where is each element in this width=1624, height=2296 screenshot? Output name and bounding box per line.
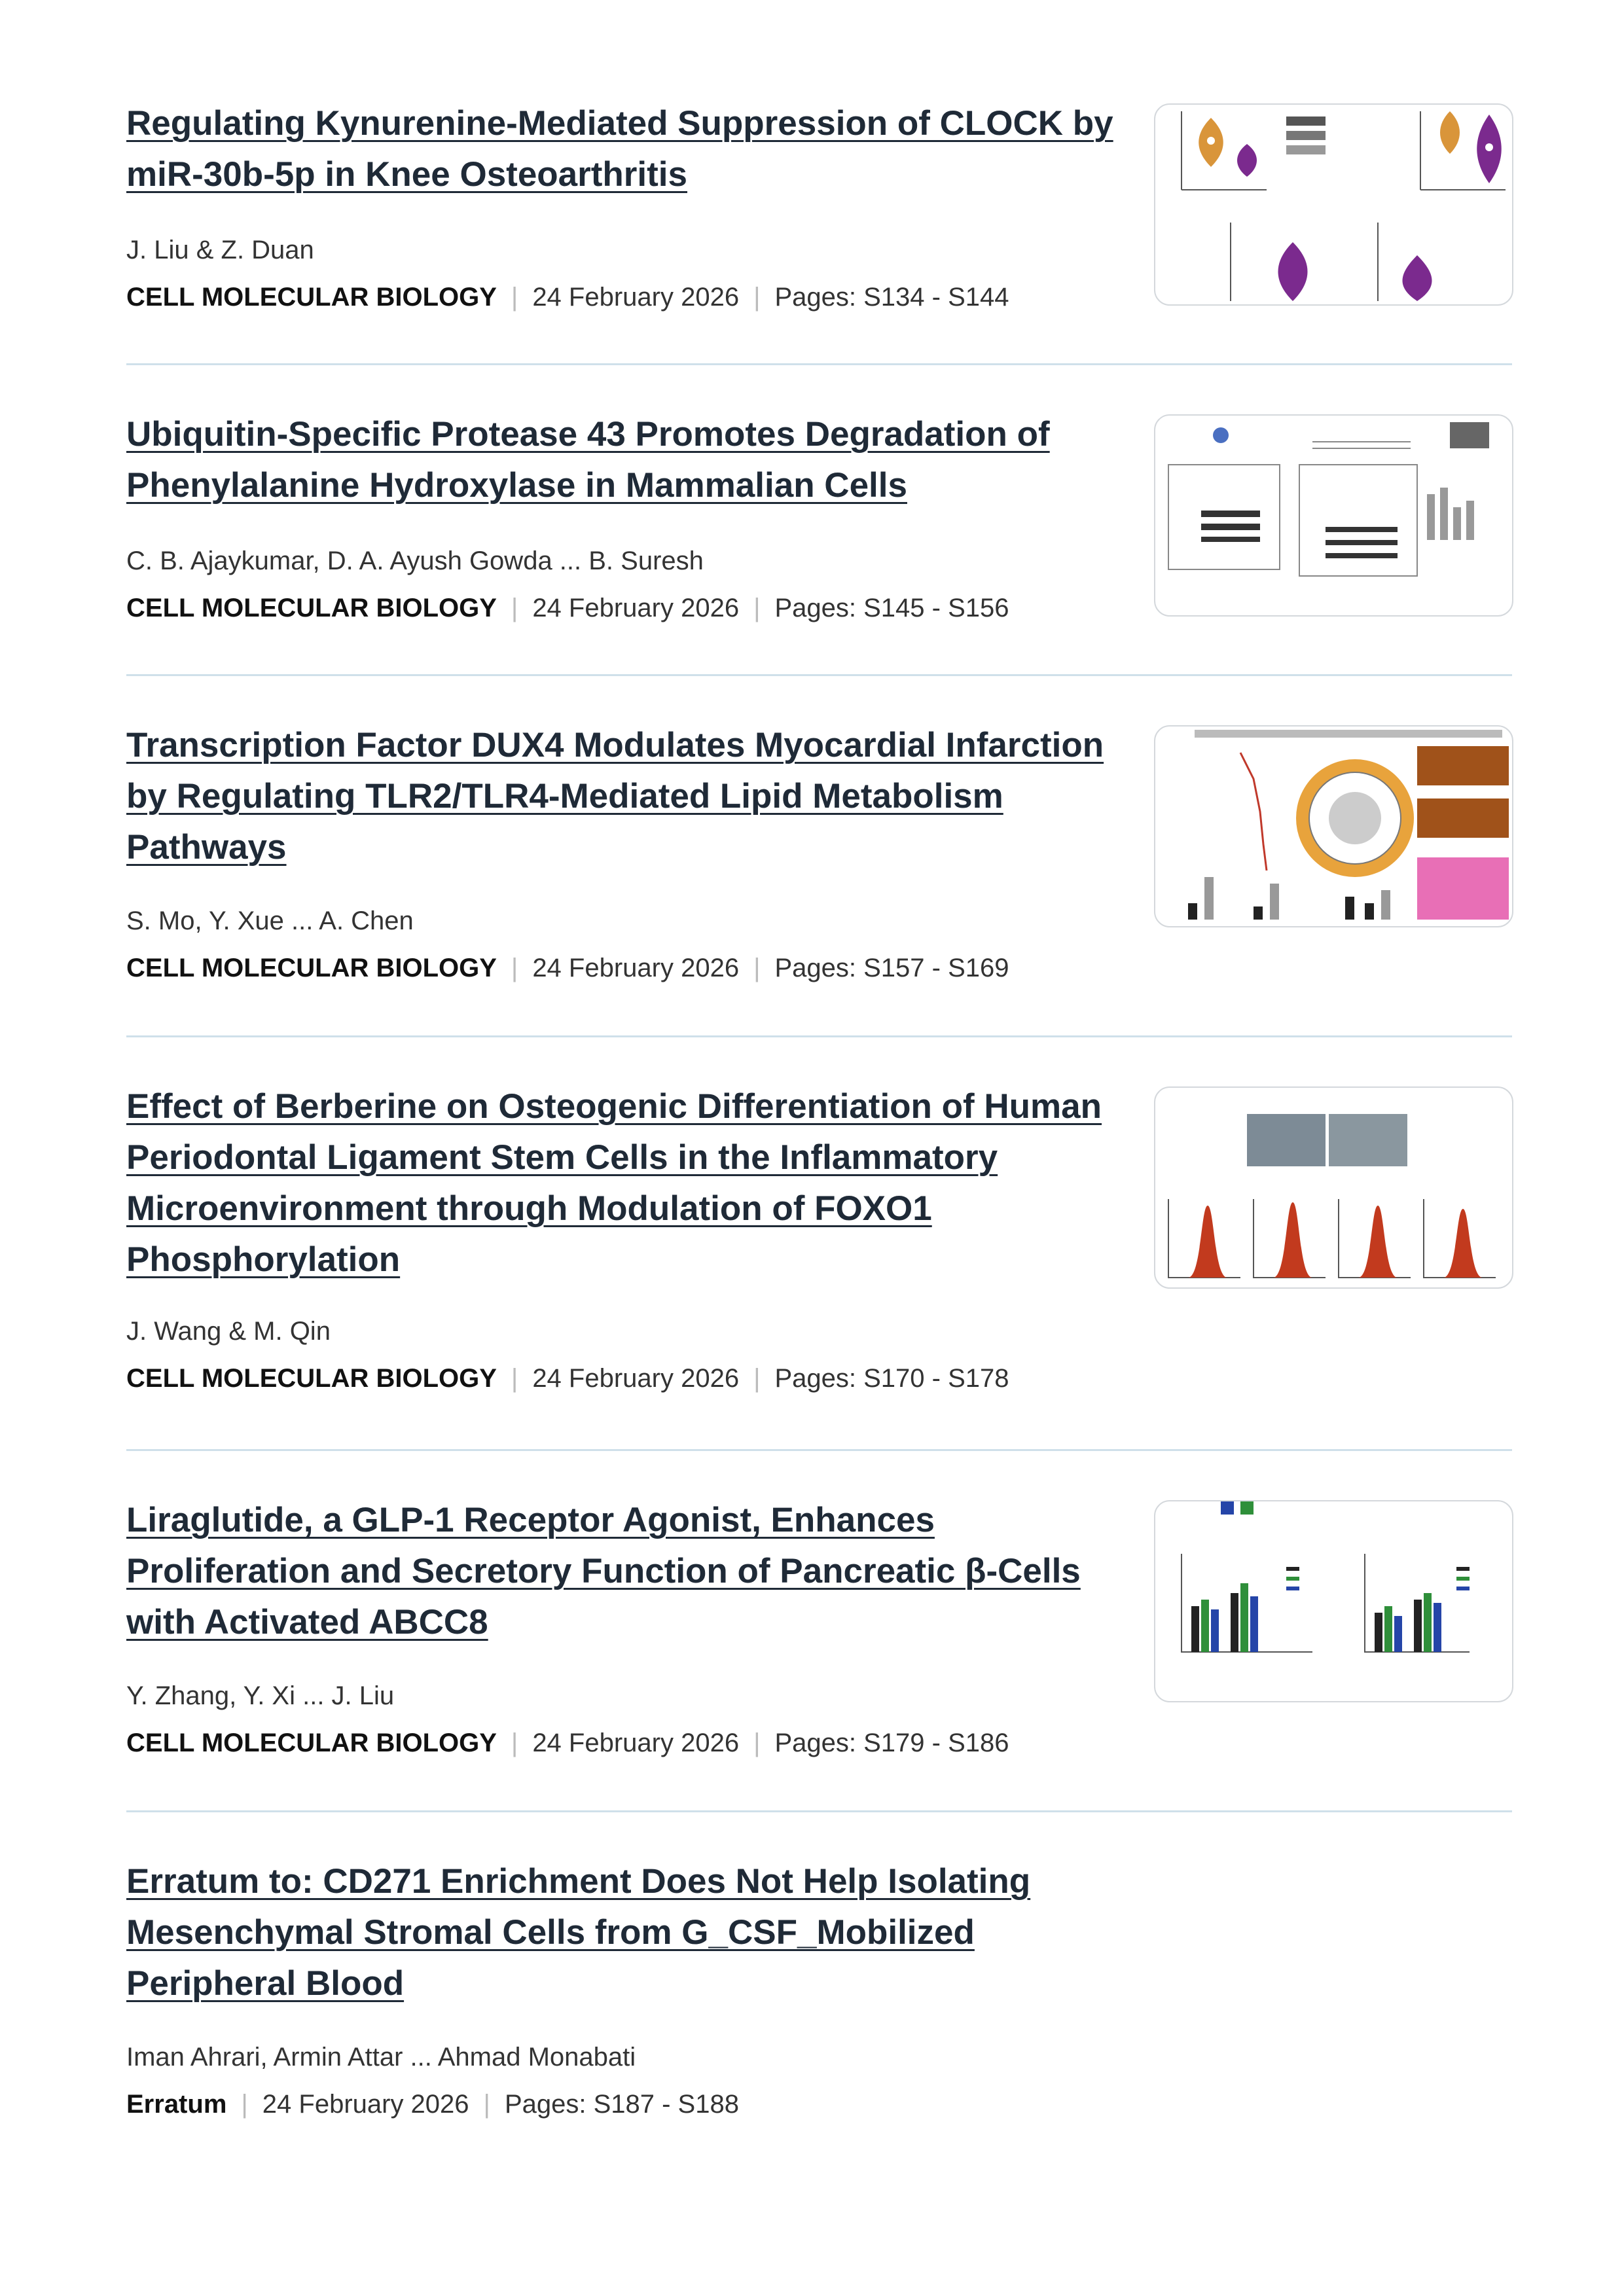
article-divider — [126, 674, 1512, 676]
western-blot-figure-icon[interactable] — [1154, 414, 1513, 617]
meta-separator: | — [511, 1364, 518, 1393]
article-divider — [126, 363, 1512, 365]
article-title-link[interactable]: Erratum to: CD271 Enrichment Does Not Help Isolating Mesenchymal Stromal Cells from G_CSF_Mobilized Peripheral Blood — [126, 1862, 1031, 2003]
article-meta — [126, 954, 1009, 983]
page-range: Pages: S134 - S144 — [774, 283, 1009, 312]
page-range: Pages: S145 - S156 — [774, 594, 1009, 622]
publication-date: 24 February 2026 — [532, 283, 740, 312]
article-meta — [126, 2090, 739, 2119]
article-divider — [126, 1035, 1512, 1037]
article-title-link[interactable]: Ubiquitin-Specific Protease 43 Promotes Degradation of Phenylalanine Hydroxylase in Mammalian Cells — [126, 415, 1050, 505]
article-title-link[interactable]: Effect of Berberine on Osteogenic Differentiation of Human Periodontal Ligament Stem Cells in the Inflammatory Microenvironment through Modulation of FOXO1 Phosphorylation — [126, 1087, 1102, 1279]
network-heatmap-figure-icon[interactable] — [1154, 725, 1513, 927]
journal-name: CELL MOLECULAR BIOLOGY — [126, 1364, 497, 1393]
article-title — [126, 98, 1128, 200]
article-title — [126, 409, 1128, 511]
article-authors: C. B. Ajaykumar, D. A. Ayush Gowda ... B. Suresh — [126, 547, 704, 575]
meta-separator: | — [753, 283, 761, 312]
article-authors: S. Mo, Y. Xue ... A. Chen — [126, 906, 414, 935]
article-divider — [126, 1810, 1512, 1812]
meta-separator: | — [753, 954, 761, 982]
page-range: Pages: S179 - S186 — [774, 1729, 1009, 1757]
meta-separator: | — [511, 594, 518, 622]
article-title — [126, 1856, 1128, 2009]
article-title — [126, 720, 1128, 873]
publication-date: 24 February 2026 — [262, 2090, 469, 2119]
meta-separator: | — [753, 1729, 761, 1757]
journal-name: CELL MOLECULAR BIOLOGY — [126, 1729, 497, 1757]
flow-cytometry-figure-icon[interactable] — [1154, 1086, 1513, 1289]
meta-separator: | — [483, 2090, 490, 2119]
bar-chart-figure-icon[interactable] — [1154, 1500, 1513, 1702]
meta-separator: | — [753, 594, 761, 622]
article-authors: Y. Zhang, Y. Xi ... J. Liu — [126, 1681, 395, 1710]
meta-separator: | — [753, 1364, 761, 1393]
article-meta — [126, 594, 1009, 623]
journal-name: Erratum — [126, 2090, 227, 2119]
article-title — [126, 1495, 1128, 1648]
page-range: Pages: S187 - S188 — [504, 2090, 739, 2119]
article-title-link[interactable]: Regulating Kynurenine-Mediated Suppression of CLOCK by miR-30b-5p in Knee Osteoarthritis — [126, 104, 1113, 194]
article-meta — [126, 283, 1009, 312]
article-title-link[interactable]: Liraglutide, a GLP-1 Receptor Agonist, Enhances Proliferation and Secretory Function of Pancreatic β-Cells with Activated ABCC8 — [126, 1501, 1081, 1641]
meta-separator: | — [511, 954, 518, 982]
violin-plot-figure-icon[interactable] — [1154, 103, 1513, 306]
article-title-link[interactable]: Transcription Factor DUX4 Modulates Myocardial Infarction by Regulating TLR2/TLR4-Mediated Lipid Metabolism Pathways — [126, 726, 1104, 867]
article-divider — [126, 1449, 1512, 1451]
journal-name: CELL MOLECULAR BIOLOGY — [126, 954, 497, 982]
journal-name: CELL MOLECULAR BIOLOGY — [126, 594, 497, 622]
article-meta — [126, 1729, 1009, 1758]
publication-date: 24 February 2026 — [532, 1364, 740, 1393]
publication-date: 24 February 2026 — [532, 594, 740, 622]
meta-separator: | — [511, 283, 518, 312]
article-authors: J. Wang & M. Qin — [126, 1317, 331, 1346]
meta-separator: | — [511, 1729, 518, 1757]
meta-separator: | — [241, 2090, 248, 2119]
article-authors: Iman Ahrari, Armin Attar ... Ahmad Monabati — [126, 2043, 636, 2072]
publication-date: 24 February 2026 — [532, 1729, 740, 1757]
page-range: Pages: S157 - S169 — [774, 954, 1009, 982]
publication-date: 24 February 2026 — [532, 954, 740, 982]
article-authors: J. Liu & Z. Duan — [126, 236, 314, 264]
article-title — [126, 1081, 1128, 1285]
page-range: Pages: S170 - S178 — [774, 1364, 1009, 1393]
journal-name: CELL MOLECULAR BIOLOGY — [126, 283, 497, 312]
article-meta — [126, 1364, 1009, 1393]
